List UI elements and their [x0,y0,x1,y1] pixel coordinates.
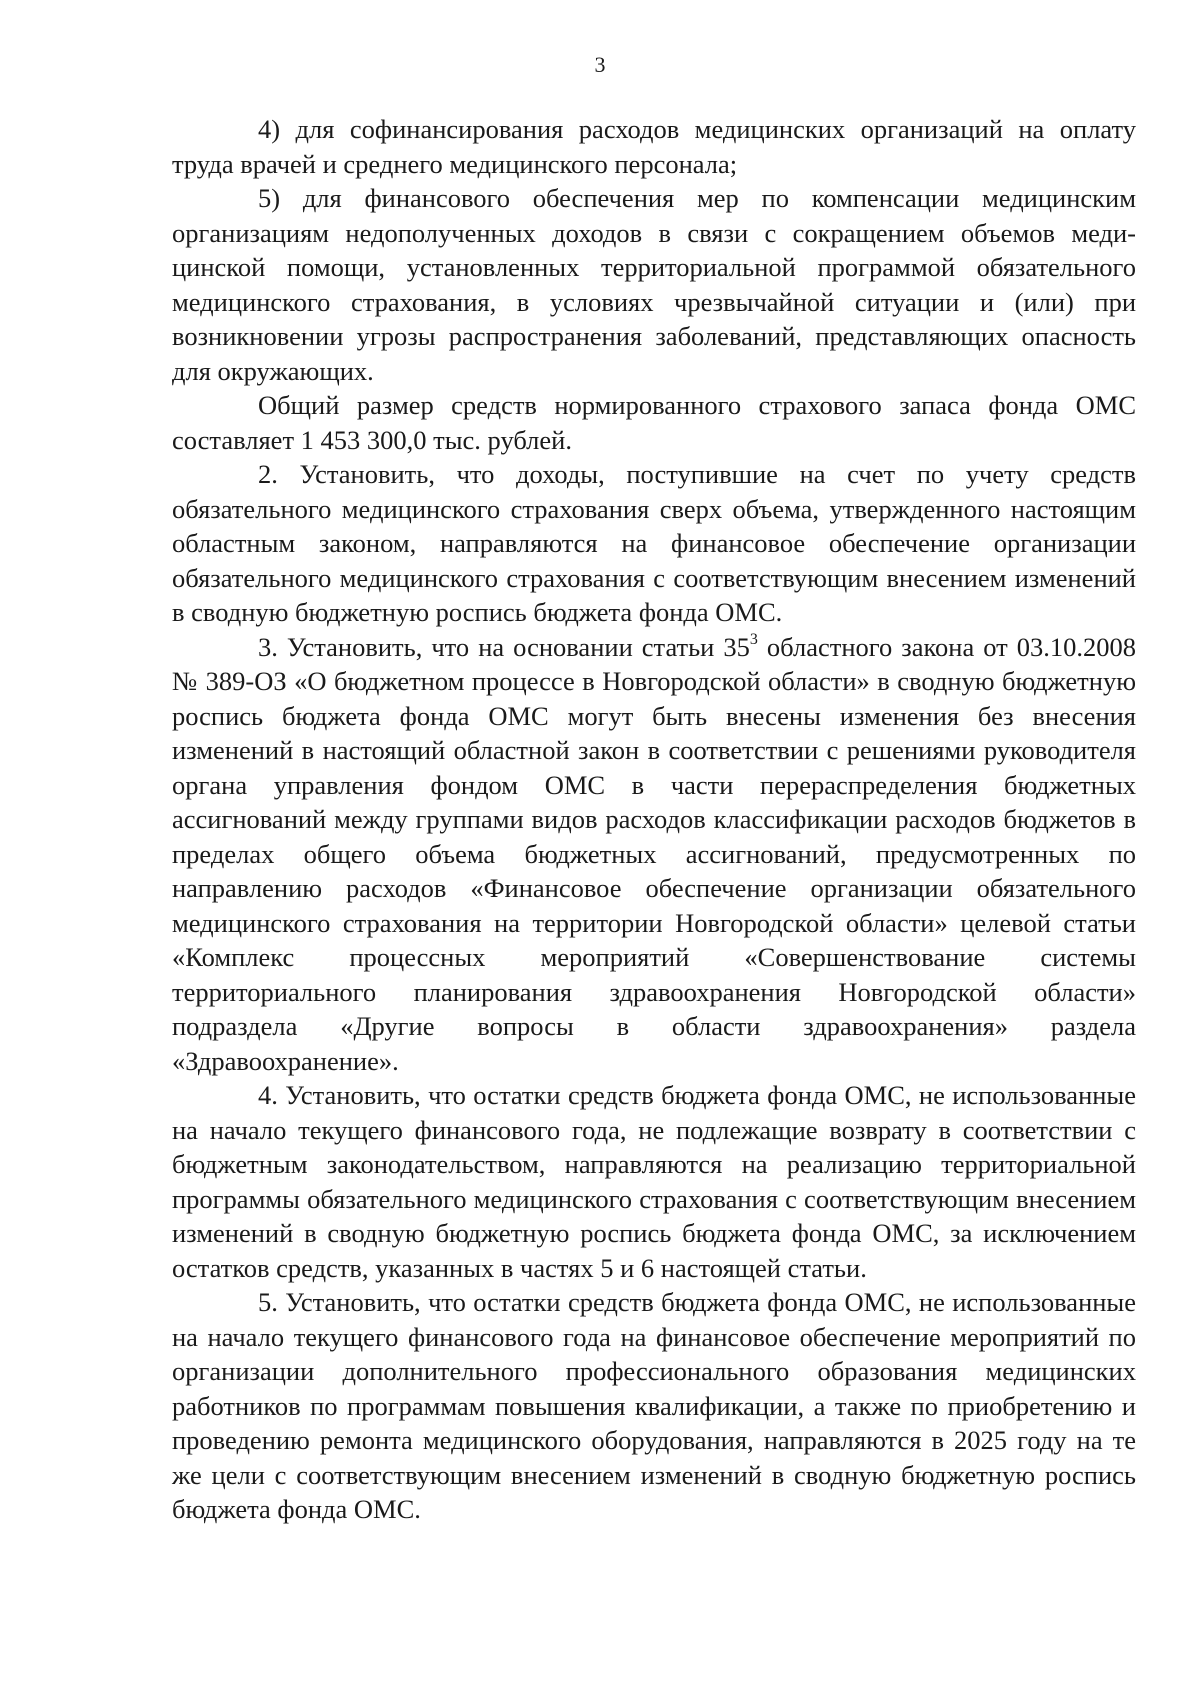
paragraph-part-5: 5. Установить, что остатки средств бюджета фонда ОМС, не использованные на начало текущего финансового года на финансовое обеспечение мероприятий по организации дополнительного профессионального образования медицинских работников по программам повышения квалификации, а также по приобретению и проведению ремонта медицинского оборудования, направляются в 2025 году на те же цели с соответствующим внесением изменений в сводную бюджетную роспись бюджета фонда ОМС. [172,1287,1136,1524]
article-superscript: 3 [749,630,758,648]
paragraph-part-3 [172,630,1136,1079]
paragraph-item-4: 4) для софинансирования расходов медицинских организаций на оплату труда врачей и среднего медицинского персонала; [172,114,1136,179]
paragraph-part-3-start: 3. Установить, что на основании статьи 35 [258,631,750,662]
paragraph-part-4: 4. Установить, что остатки средств бюджета фонда ОМС, не использованные на начало текущего финансового года, не подлежащие возврату в соответствии с бюджетным законодательством, направляются на реализацию территориальной программы обязательного медицинского страхования с соответствующим внесением изменений в сводную бюджетную роспись бюджета фонда ОМС, за исключением остатков средств, указанных в частях 5 и 6 настоящей статьи. [172,1080,1136,1283]
page-number: 3 [594,52,606,77]
paragraph-item-5: 5) для финансового обеспечения мер по компенсации медицинским организациям недополученных доходов в связи с сокращением объемов медицинской помощи, установленных территориальной программой обязательного медицинского страхования, в условиях чрезвычайной ситуации и (или) при возникновении угрозы распространения заболеваний, представляющих опасность для окружающих. [172,183,1136,386]
paragraph-reserve-size: Общий размер средств нормированного страхового запаса фонда ОМС составляет 1 453 300,0 тыс. рублей. [172,390,1136,455]
paragraph-part-3-rest: областного закона от 03.10.2008 № 389-ОЗ «О бюджетном процессе в Новгородской области» в сводную бюджетную роспись бюджета фонда ОМС могут быть внесены изменения без внесения изменений в настоящий областной закон в соответствии с решениями руководителя органа управления фондом ОМС в части перераспределения бюджетных ассигнований между группами видов расходов классификации расходов бюджетов в пределах общего объема бюджетных ассигнований, предусмотренных по направлению расходов «Финансовое обеспечение организации обязательного медицинского страхования на территории Новгородской области» целевой статьи «Комплекс процессных мероприятий «Совершенствование системы территориального планирования здравоохранения Новгородской области» подраздела «Другие вопросы в области здравоохранения» раздела «Здравоохранение». [172,631,1137,1076]
paragraph-part-2: 2. Установить, что доходы, поступившие на счет по учету средств обязательного медицинского страхования сверх объема, утвержденного настоящим областным законом, направляются на финансовое обеспечение организации обязательного медицинского страхования с соответствующим внесением изменений в сводную бюджетную роспись бюджета фонда ОМС. [172,459,1136,627]
document-body [172,112,1136,1527]
